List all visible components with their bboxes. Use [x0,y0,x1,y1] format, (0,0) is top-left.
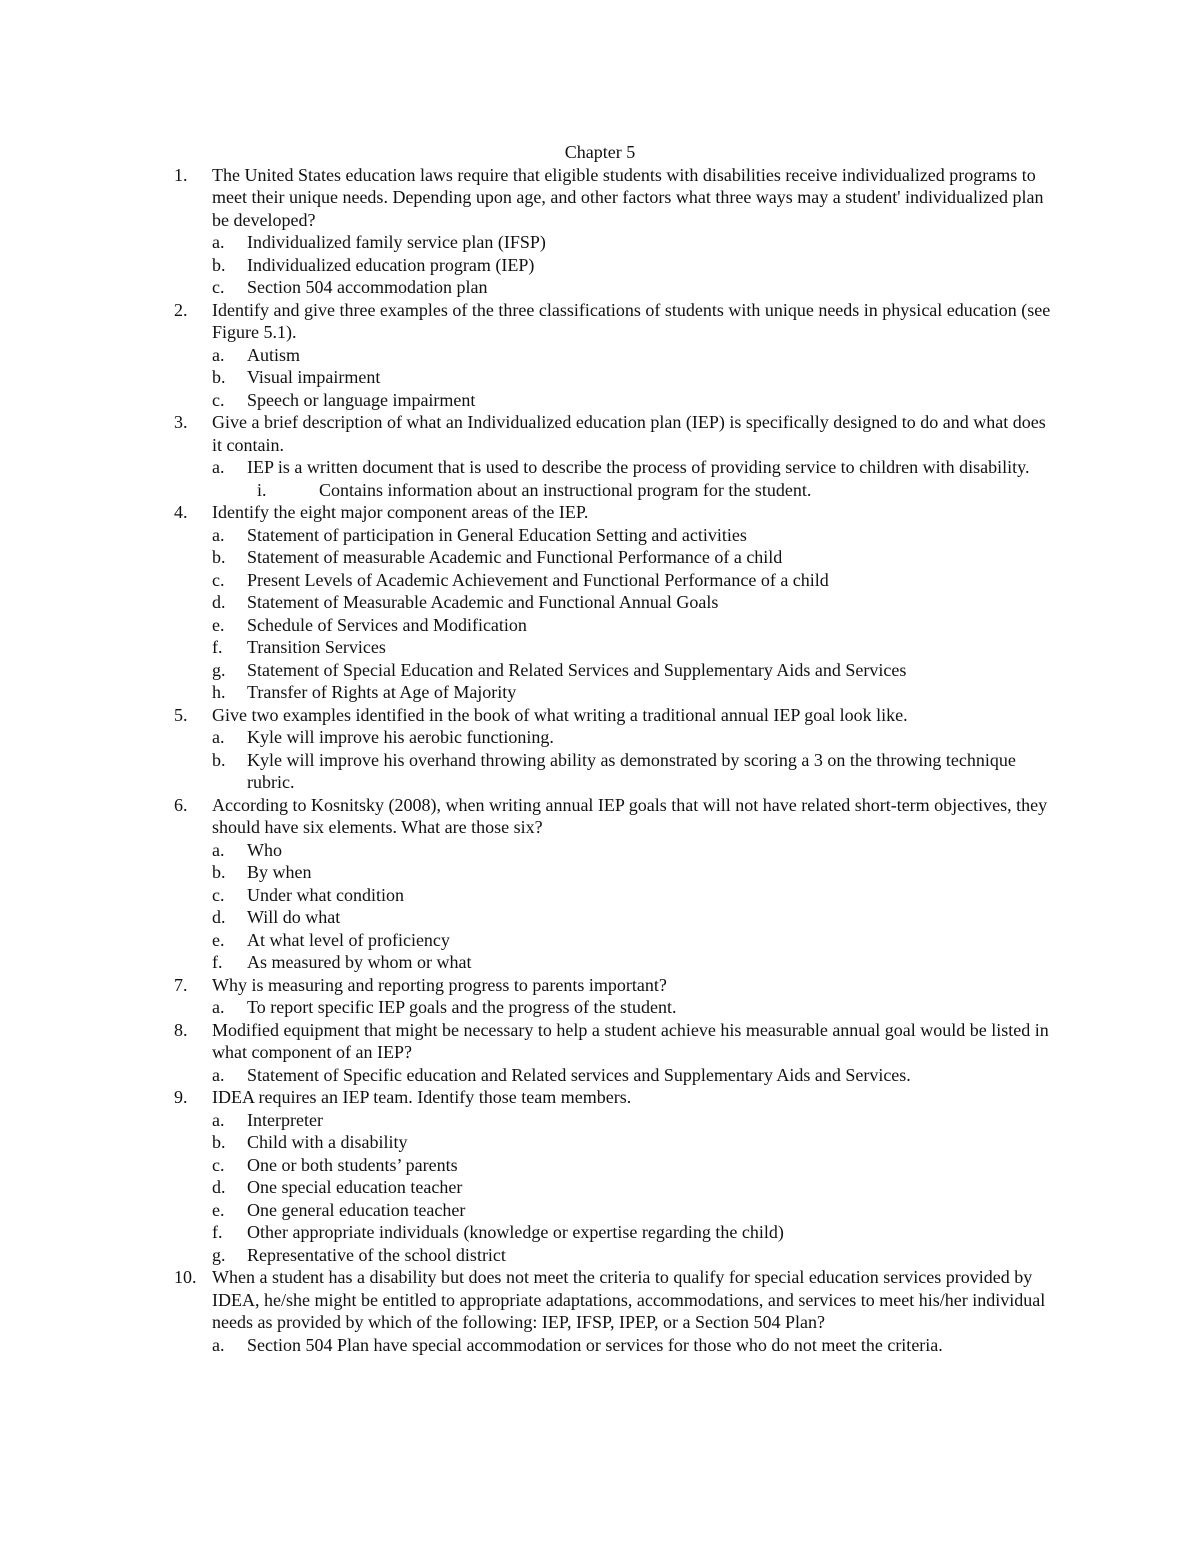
answer-letter: a. [212,1064,225,1085]
question-text: When a student has a disability but does not meet the criteria to qualify for special education services provided by IDEA, he/she might be entitled to appropriate adaptations, accommodations, and services to meet his/her individual needs as provided by which of the following: IEP, IFSP, IPEP, or a Section 504 Plan? [212,1267,1046,1332]
answer-text: Who [247,839,282,860]
answer-text: Under what condition [247,884,404,905]
answer-text: Schedule of Services and Modification [247,614,527,635]
answer-list [212,726,1060,794]
answer-letter: a. [212,1334,225,1355]
answer-letter: d. [212,907,226,927]
answer-letter: d. [212,592,226,612]
answer-item [212,839,1060,862]
answer-text: IEP is a written document that is used to describe the process of providing service to children with disability. [247,457,1030,477]
answer-letter: b. [212,1132,226,1152]
answer-item [212,906,1060,929]
answer-item [212,951,1060,974]
answer-item [212,546,1060,569]
question-number: 4. [174,502,188,522]
answer-text: Section 504 accommodation plan [247,277,488,297]
answer-text: Autism [247,344,301,365]
answer-letter: c. [212,1154,225,1175]
question-item [0,1086,1060,1266]
answer-text: Statement of participation in General Education Setting and activities [247,524,747,545]
question-text: Why is measuring and reporting progress to parents important? [212,974,667,995]
answer-text: Representative of the school district [247,1244,506,1265]
answer-letter: f. [212,952,223,972]
answer-letter: h. [212,682,226,702]
question-list [0,164,1060,1357]
answer-text: Present Levels of Academic Achievement and Functional Performance of a child [247,569,829,590]
question-text: Give two examples identified in the book of what writing a traditional annual IEP goal look like. [212,704,908,725]
answer-item [212,614,1060,637]
sub-answer-list [247,479,1060,502]
question-number: 3. [174,412,188,432]
answer-item [212,231,1060,254]
answer-item [212,591,1060,614]
question-text: IDEA requires an IEP team. Identify those team members. [212,1087,632,1107]
answer-letter: b. [212,254,226,275]
answer-item [212,1109,1060,1132]
answer-letter: e. [212,614,225,635]
answer-letter: f. [212,637,223,657]
answer-letter: a. [212,344,225,365]
answer-item [212,569,1060,592]
page-title: Chapter 5 [564,142,636,162]
question-item [0,974,1060,1019]
answer-letter: a. [212,457,225,477]
answer-text: To report specific IEP goals and the progress of the student. [247,997,677,1017]
answer-item [212,1199,1060,1222]
answer-item [212,726,1060,749]
answer-list [212,231,1060,299]
answer-letter: a. [212,1109,225,1130]
answer-list [212,1334,1060,1357]
answer-text: One special education teacher [247,1177,463,1197]
answer-item [212,1221,1060,1244]
answer-text: One or both students’ parents [247,1154,458,1175]
question-text: Give a brief description of what an Individualized education plan (IEP) is specifically designed to do and what does it contain. [212,412,1046,455]
answer-letter: a. [212,997,225,1017]
answer-letter: c. [212,389,225,410]
answer-item [212,524,1060,547]
answer-letter: e. [212,929,225,950]
answer-text: Statement of Special Education and Related Services and Supplementary Aids and Services [247,659,907,680]
answer-letter: b. [212,547,226,567]
answer-text: Transfer of Rights at Age of Majority [247,682,517,702]
answer-item [212,861,1060,884]
answer-list [212,839,1060,974]
sub-answer-text: Contains information about an instructional program for the student. [319,479,812,500]
question-number: 6. [174,794,188,815]
answer-text: At what level of proficiency [247,929,450,950]
question-number: 1. [174,164,188,185]
question-item [0,411,1060,501]
answer-letter: c. [212,277,225,297]
answer-letter: d. [212,1177,226,1197]
question-number: 2. [174,299,188,320]
answer-text: One general education teacher [247,1199,466,1220]
answer-item [212,1244,1060,1267]
answer-text: Speech or language impairment [247,389,476,410]
question-number: 10. [174,1267,197,1287]
answer-item [212,1131,1060,1154]
answer-item [212,1154,1060,1177]
question-text: Identify and give three examples of the three classifications of students with unique needs in physical education (see Figure 5.1). [212,299,1051,342]
answer-list [212,344,1060,412]
answer-text: Visual impairment [247,367,381,387]
question-item [0,164,1060,299]
answer-text: Section 504 Plan have special accommodation or services for those who do not meet the criteria. [247,1334,943,1355]
question-item [0,704,1060,794]
question-text: The United States education laws require that eligible students with disabilities receive individualized programs to meet their unique needs. Depending upon age, and other factors what three ways may a student' individualized plan be developed? [212,164,1044,230]
question-number: 5. [174,704,188,725]
answer-text: Transition Services [247,637,386,657]
answer-item [212,1064,1060,1087]
answer-text: Child with a disability [247,1132,408,1152]
answer-text: Individualized family service plan (IFSP) [247,232,546,252]
answer-letter: a. [212,839,225,860]
answer-letter: g. [212,1244,226,1265]
question-item [0,794,1060,974]
answer-text: As measured by whom or what [247,952,472,972]
answer-text: Statement of Measurable Academic and Functional Annual Goals [247,592,719,612]
answer-letter: c. [212,569,225,590]
answer-item [212,389,1060,412]
answer-item [212,636,1060,659]
answer-letter: b. [212,862,226,882]
question-text: Modified equipment that might be necessary to help a student achieve his measurable annual goal would be listed in what component of an IEP? [212,1019,1049,1062]
answer-list [212,524,1060,704]
sub-answer-item [247,479,1060,502]
answer-text: Statement of measurable Academic and Functional Performance of a child [247,547,783,567]
answer-text: Individualized education program (IEP) [247,254,535,275]
answer-letter: b. [212,749,226,770]
question-number: 8. [174,1019,188,1040]
answer-item [212,1176,1060,1199]
answer-letter: a. [212,524,225,545]
question-item [0,299,1060,412]
question-item [0,1019,1060,1087]
answer-letter: b. [212,367,226,387]
answer-item [212,749,1060,794]
answer-letter: f. [212,1222,223,1242]
answer-item [212,659,1060,682]
question-text: According to Kosnitsky (2008), when writing annual IEP goals that will not have related short-term objectives, they should have six elements. What are those six? [212,794,1048,837]
answer-text: Kyle will improve his overhand throwing ability as demonstrated by scoring a 3 on the throwing technique rubric. [247,749,1016,792]
answer-letter: g. [212,659,226,680]
answer-item [212,884,1060,907]
answer-list [212,996,1060,1019]
question-text: Identify the eight major component areas of the IEP. [212,502,589,522]
answer-item [212,996,1060,1019]
answer-item [212,929,1060,952]
answer-item [212,681,1060,704]
answer-text: Will do what [247,907,341,927]
answer-item [212,344,1060,367]
answer-text: By when [247,862,312,882]
answer-item [212,1334,1060,1357]
answer-letter: a. [212,232,225,252]
question-item [0,1266,1060,1356]
answer-letter: c. [212,884,225,905]
question-number: 7. [174,974,188,995]
answer-list [212,1109,1060,1267]
question-number: 9. [174,1087,188,1107]
sub-answer-numeral: i. [257,479,267,500]
answer-item [212,366,1060,389]
answer-letter: a. [212,727,225,747]
answer-list [212,1064,1060,1087]
answer-text: Statement of Specific education and Related services and Supplementary Aids and Services. [247,1064,911,1085]
question-item [0,501,1060,704]
answer-text: Other appropriate individuals (knowledge or expertise regarding the child) [247,1222,784,1242]
answer-item [212,456,1060,501]
answer-text: Kyle will improve his aerobic functioning. [247,727,554,747]
answer-item [212,276,1060,299]
answer-letter: e. [212,1199,225,1220]
answer-list [212,456,1060,501]
answer-text: Interpreter [247,1109,323,1130]
answer-item [212,254,1060,277]
